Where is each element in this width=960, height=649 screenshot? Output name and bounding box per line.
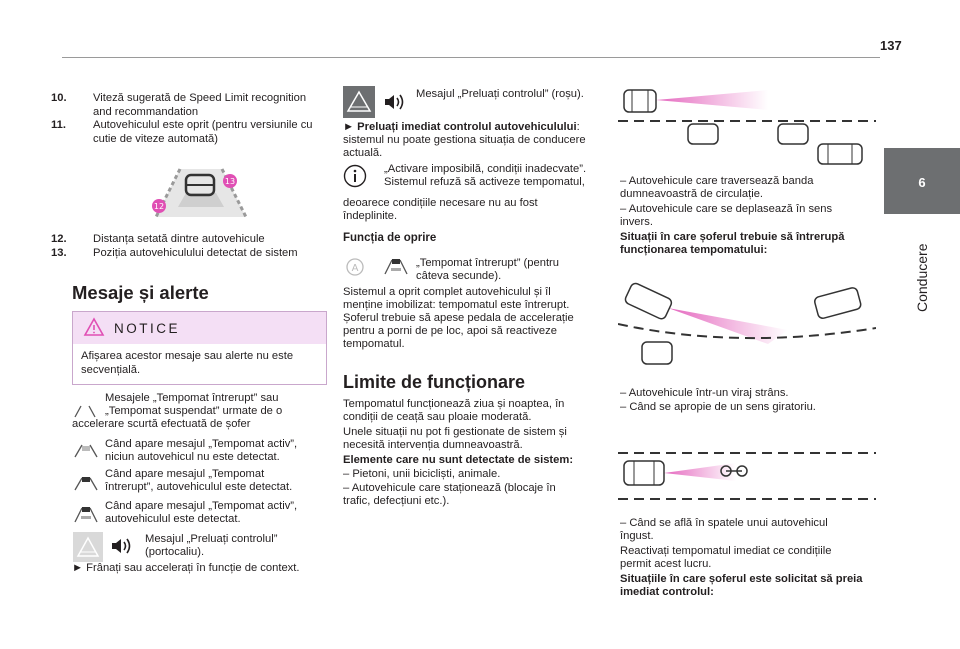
msg-5-line-a: Mesajul „Preluați controlul” — [145, 533, 278, 545]
limits-line-4: necesită intervenția dumneavoastră. — [343, 439, 523, 451]
takeover-red-icon — [343, 86, 375, 118]
page-number: 137 — [880, 38, 902, 53]
lane-car-grey-icon — [73, 442, 99, 458]
sound-icon — [383, 93, 407, 111]
sound-icon — [110, 537, 134, 555]
figure-label-12: 12 — [153, 202, 165, 211]
stop-line-1: „Tempomat întrerupt” (pentru — [416, 257, 560, 269]
legend-list-top — [51, 92, 327, 146]
info-line-2: Sistemul refuză să activeze tempomatul, — [384, 176, 585, 188]
list-item: 12. Distanța setată dintre autovehicule — [51, 233, 265, 245]
chapter-number: 6 — [918, 175, 926, 190]
top-divider — [62, 57, 880, 58]
msg-1-line-b: „Tempomat suspendat” urmate de o — [105, 405, 283, 417]
info-line-1: „Activare imposibilă, condiții inadecvate”. — [384, 163, 587, 175]
legend-list-bottom — [51, 233, 327, 260]
lane-car-active-icon — [73, 505, 99, 523]
notice-box — [72, 311, 327, 385]
takeover-line-3: actuală. — [343, 147, 383, 159]
limits-line-2: condiții de ceață sau ploaie moderată. — [343, 411, 532, 423]
limits-title: Limite de funcționare — [343, 372, 526, 392]
warning-icon — [83, 317, 105, 337]
stop-line-7: tempomatul. — [343, 338, 405, 350]
col3-b-line-2: – Când se apropie de un sens giratoriu. — [620, 401, 816, 413]
limits-line-1: Tempomatul funcționează ziua și noaptea, în — [343, 398, 565, 410]
col3-a-line-4: invers. — [620, 216, 653, 228]
notice-label: NOTICE — [114, 321, 181, 336]
col3-c-line-5: Situațiile în care șoferul este solicitat să preia — [620, 573, 863, 585]
msg-6: ► Frânați sau accelerați în funcție de context. — [72, 562, 300, 574]
list-item: 11. Autovehiculul este oprit (pentru versiunile cu cutie de viteze automată) — [51, 119, 313, 145]
col3-b-line-1: – Autovehicule într-un viraj strâns. — [620, 387, 789, 399]
auto-hold-icon — [343, 256, 367, 278]
info-line-4: îndeplinite. — [343, 210, 398, 222]
msg-3-line-b: întrerupt”, autovehiculul este detectat. — [105, 481, 293, 493]
stop-line-4: menține imobilizat: tempomatul este întrerupt. — [343, 299, 570, 311]
stop-function-title: Funcția de oprire — [343, 232, 437, 244]
col3-c-line-4: permit acest lucru. — [620, 558, 712, 570]
list-item: 13. Poziția autovehiculului detectat de sistem — [51, 246, 298, 259]
cruise-distance-figure — [150, 163, 252, 221]
stop-line-6: pentru a porni de pe loc, apoi să reactiveze — [343, 325, 557, 337]
msg-1-line-a: Mesajele „Tempomat întrerupt” sau — [105, 392, 279, 404]
info-line-3: deoarece condițiile necesare nu au fost — [343, 197, 538, 209]
msg-2-line-b: niciun autovehicul nu este detectat. — [105, 451, 280, 463]
col3-c-line-3: Reactivați tempomatul imediat ce condițiile — [620, 545, 832, 557]
red-takeover-message: Mesajul „Preluați controlul” (roșu). — [416, 88, 584, 100]
notice-text: Afișarea acestor mesaje sau alerte nu este secvențială. — [81, 350, 294, 376]
list-item: 10. Viteză sugerată de Speed Limit recognition and recommandation — [51, 92, 307, 118]
lane-lines-icon — [73, 404, 97, 418]
col3-a-line-3: – Autovehicule care se deplasează în sens — [620, 203, 833, 215]
limits-line-8: trafic, defecțiuni etc.). — [343, 495, 450, 507]
limits-line-6: – Pietoni, unii bicicliști, animale. — [343, 468, 501, 480]
crossing-vehicles-figure — [618, 86, 876, 168]
msg-5-line-b: (portocaliu). — [145, 546, 205, 558]
section-title: Mesaje și alerte — [72, 282, 209, 303]
col3-c-line-1: – Când se află în spatele unui autovehicul — [620, 517, 828, 529]
msg-1-line-c: accelerare scurtă efectuată de șofer — [72, 418, 251, 430]
info-icon — [343, 164, 367, 188]
figure-label-13: 13 — [224, 177, 236, 186]
col3-a-line-5: Situații în care șoferul trebuie să întrerupă — [620, 231, 845, 243]
stop-line-2: câteva secunde). — [416, 270, 502, 282]
msg-2-line-a: Când apare mesajul „Tempomat activ”, — [105, 438, 298, 450]
takeover-line-2: sistemul nu poate gestiona situația de conducere — [343, 134, 586, 146]
tight-curve-figure — [618, 280, 876, 372]
msg-4-line-a: Când apare mesajul „Tempomat activ”, — [105, 500, 298, 512]
col3-a-line-1: – Autovehicule care traversează banda — [620, 175, 814, 187]
col3-a-line-2: dumneavoastră de circulație. — [620, 188, 764, 200]
lane-car-stopped-icon — [383, 257, 409, 275]
narrow-vehicle-figure — [618, 447, 876, 505]
svg-text:A: A — [351, 263, 359, 274]
limits-line-7: – Autovehicule care staționează (blocaje în — [343, 482, 556, 494]
takeover-instruction: ► Preluați imediat controlul autovehiculului: — [343, 121, 580, 133]
msg-3-line-a: Când apare mesajul „Tempomat — [105, 468, 265, 480]
lane-car-detected-icon — [73, 475, 99, 491]
limits-line-5: Elemente care nu sunt detectate de sistem: — [343, 454, 574, 466]
msg-4-line-b: autovehiculul este detectat. — [105, 513, 241, 525]
takeover-orange-icon — [73, 532, 103, 562]
limits-line-3: Unele situații nu pot fi gestionate de sistem și — [343, 426, 567, 438]
col3-a-line-6: funcționarea tempomatului: — [620, 244, 768, 256]
stop-line-3: Sistemul a oprit complet autovehiculul și îl — [343, 286, 551, 298]
chapter-title-wrap — [884, 212, 960, 322]
chapter-title: Conducere — [914, 243, 930, 312]
notice-header — [73, 312, 326, 344]
col3-c-line-2: îngust. — [620, 530, 654, 542]
stop-line-5: Șoferul trebuie să apese pedala de accelerație — [343, 312, 574, 324]
col3-c-line-6: imediat controlul: — [620, 586, 714, 598]
